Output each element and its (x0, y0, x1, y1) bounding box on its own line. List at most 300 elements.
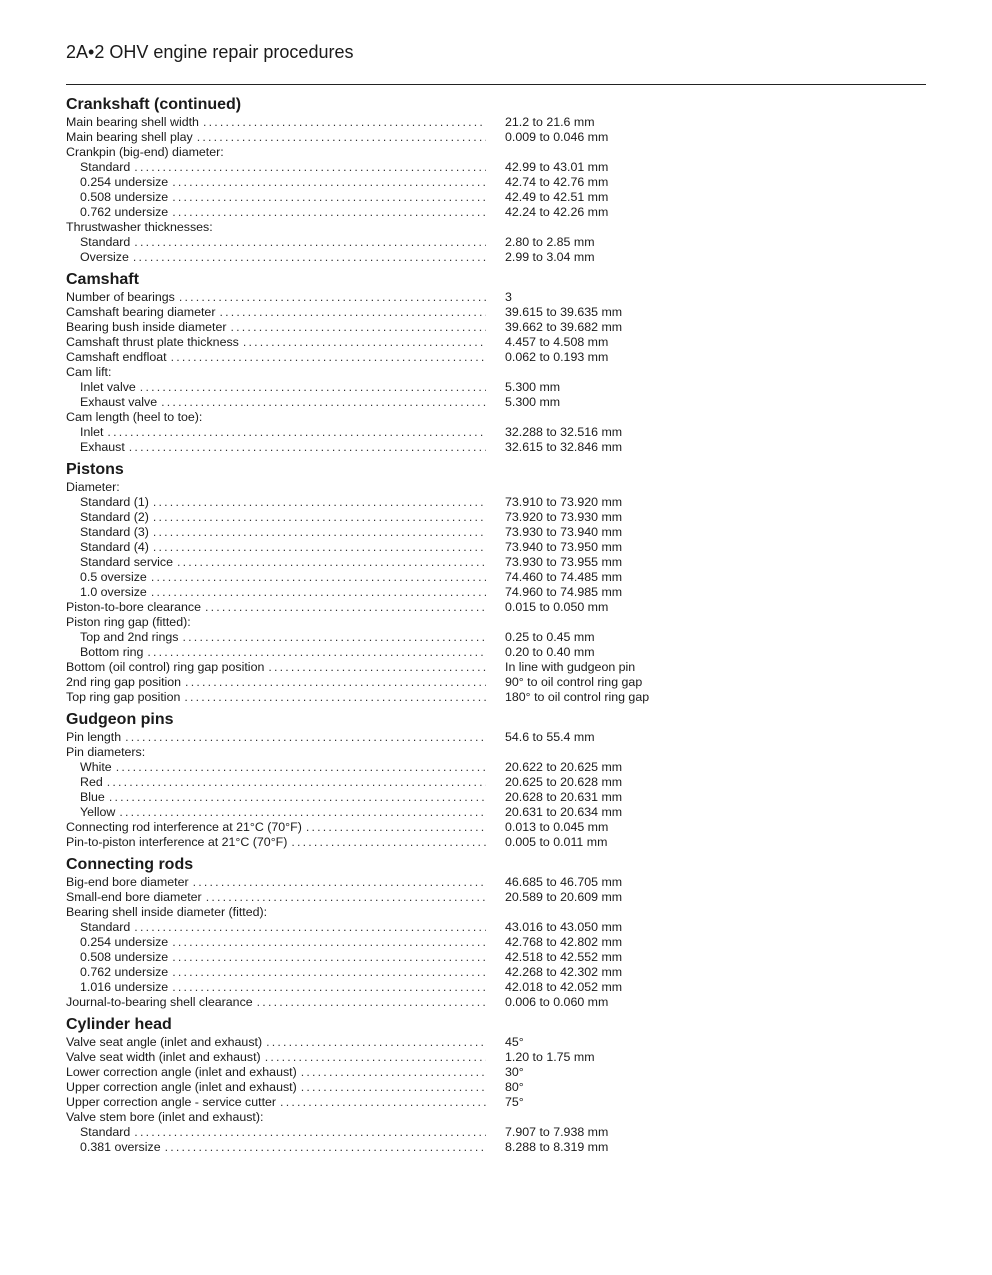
spec-row (66, 350, 686, 365)
spec-section (66, 855, 686, 1010)
spec-value: 39.662 to 39.682 mm (505, 320, 623, 334)
spec-label-cell (66, 130, 486, 145)
spec-value: 73.910 to 73.920 mm (505, 495, 623, 509)
spec-value: 75° (505, 1095, 524, 1109)
section-title: Pistons (66, 461, 124, 478)
spec-row (66, 630, 686, 645)
dot-leader (134, 235, 486, 250)
spec-value: 2.99 to 3.04 mm (505, 250, 595, 264)
spec-section (66, 270, 686, 455)
spec-label-cell (66, 175, 486, 190)
spec-label: Pin-to-piston interference at 21°C (70°F) (66, 835, 288, 849)
spec-section (66, 710, 686, 850)
spec-row (66, 1095, 686, 1110)
dot-leader (257, 995, 486, 1010)
spec-row (66, 745, 686, 760)
spec-label: Small-end bore diameter (66, 890, 202, 904)
spec-label-cell (66, 1140, 486, 1155)
spec-label-cell (66, 905, 486, 920)
spec-label: Upper correction angle - service cutter (66, 1095, 277, 1109)
spec-row (66, 645, 686, 660)
dot-leader (153, 525, 486, 540)
spec-row (66, 130, 686, 145)
spec-label: 1.0 oversize (80, 585, 147, 599)
spec-value (486, 905, 686, 920)
spec-label-cell (66, 920, 486, 935)
spec-row (66, 805, 686, 820)
dot-leader (172, 190, 486, 205)
dot-leader (179, 290, 486, 305)
spec-row (66, 890, 686, 905)
spec-value: 42.018 to 42.052 mm (505, 980, 623, 994)
spec-row (66, 1065, 686, 1080)
spec-label: Bottom (oil control) ring gap position (66, 660, 265, 674)
spec-label-cell (66, 250, 486, 265)
spec-value: 42.518 to 42.552 mm (505, 950, 623, 964)
spec-value: 73.930 to 73.955 mm (505, 555, 623, 569)
spec-label-cell (66, 890, 486, 905)
spec-row (66, 600, 686, 615)
spec-label-cell (66, 730, 486, 745)
spec-value: In line with gudgeon pin (505, 660, 636, 674)
spec-label: Bearing shell inside diameter (fitted): (66, 905, 268, 919)
spec-label-cell (66, 965, 486, 980)
spec-section (66, 95, 686, 265)
spec-row (66, 585, 686, 600)
spec-label: Cam lift: (66, 365, 112, 379)
spec-label: Standard (80, 160, 131, 174)
spec-value: 42.49 to 42.51 mm (505, 190, 609, 204)
spec-value: 0.20 to 0.40 mm (505, 645, 595, 659)
spec-value: 21.2 to 21.6 mm (505, 115, 595, 129)
spec-row (66, 1050, 686, 1065)
spec-label-cell (66, 220, 486, 235)
spec-label: Inlet valve (80, 380, 136, 394)
spec-label-cell (66, 875, 486, 890)
spec-label-cell (66, 480, 486, 495)
spec-label-cell (66, 190, 486, 205)
spec-row (66, 525, 686, 540)
dot-leader (172, 950, 486, 965)
spec-row (66, 935, 686, 950)
spec-value: 42.268 to 42.302 mm (505, 965, 623, 979)
dot-leader (125, 730, 486, 745)
spec-row (66, 660, 686, 675)
dot-leader (184, 690, 486, 705)
spec-row (66, 115, 686, 130)
dot-leader (153, 510, 486, 525)
spec-label-cell (66, 555, 486, 570)
spec-value: 90° to oil control ring gap (505, 675, 643, 689)
spec-value: 20.631 to 20.634 mm (505, 805, 623, 819)
spec-label: 2nd ring gap position (66, 675, 182, 689)
dot-leader (107, 775, 486, 790)
spec-label-cell (66, 290, 486, 305)
spec-value: 20.622 to 20.625 mm (505, 760, 623, 774)
spec-row (66, 395, 686, 410)
spec-row (66, 290, 686, 305)
dot-leader (243, 335, 486, 350)
spec-label: Exhaust (80, 440, 125, 454)
dot-leader (119, 805, 486, 820)
spec-label-cell (66, 950, 486, 965)
spec-label: Standard (80, 235, 131, 249)
spec-label-cell (66, 630, 486, 645)
spec-value: 43.016 to 43.050 mm (505, 920, 623, 934)
spec-value: 1.20 to 1.75 mm (505, 1050, 595, 1064)
spec-label-cell (66, 350, 486, 365)
spec-value: 32.615 to 32.846 mm (505, 440, 623, 454)
spec-row (66, 1140, 686, 1155)
spec-label: Lower correction angle (inlet and exhaust) (66, 1065, 297, 1079)
dot-leader (291, 835, 486, 850)
spec-label: Thrustwasher thicknesses: (66, 220, 213, 234)
dot-leader (301, 1065, 486, 1080)
spec-label-cell (66, 495, 486, 510)
dot-leader (151, 585, 486, 600)
dot-leader (219, 305, 486, 320)
dot-leader (265, 1050, 486, 1065)
spec-value: 73.930 to 73.940 mm (505, 525, 623, 539)
dot-leader (206, 890, 486, 905)
spec-row (66, 175, 686, 190)
spec-row (66, 160, 686, 175)
spec-value: 0.005 to 0.011 mm (505, 835, 608, 849)
spec-row (66, 1110, 686, 1125)
spec-label-cell (66, 1125, 486, 1140)
spec-row (66, 335, 686, 350)
spec-row (66, 950, 686, 965)
spec-label: Main bearing shell width (66, 115, 199, 129)
spec-row (66, 205, 686, 220)
spec-row (66, 555, 686, 570)
spec-row (66, 380, 686, 395)
spec-label: Top ring gap position (66, 690, 181, 704)
header-rule (66, 84, 926, 85)
spec-label-cell (66, 675, 486, 690)
spec-label-cell (66, 525, 486, 540)
spec-row (66, 675, 686, 690)
dot-leader (134, 920, 486, 935)
spec-row (66, 425, 686, 440)
spec-label-cell (66, 995, 486, 1010)
spec-label: Pin length (66, 730, 122, 744)
spec-label: Inlet (80, 425, 104, 439)
spec-value: 42.24 to 42.26 mm (505, 205, 609, 219)
spec-row (66, 570, 686, 585)
spec-label: Top and 2nd rings (80, 630, 179, 644)
spec-row (66, 305, 686, 320)
spec-row (66, 480, 686, 495)
spec-row (66, 615, 686, 630)
spec-value: 20.589 to 20.609 mm (505, 890, 623, 904)
spec-label-cell (66, 440, 486, 455)
spec-value: 30° (505, 1065, 524, 1079)
spec-value (486, 745, 686, 760)
spec-label-cell (66, 425, 486, 440)
dot-leader (203, 115, 486, 130)
spec-label-cell (66, 935, 486, 950)
spec-label-cell (66, 690, 486, 705)
spec-label: Main bearing shell play (66, 130, 193, 144)
spec-label: Standard (80, 920, 131, 934)
spec-label-cell (66, 235, 486, 250)
spec-label: Crankpin (big-end) diameter: (66, 145, 224, 159)
spec-row (66, 875, 686, 890)
spec-row (66, 440, 686, 455)
spec-value: 8.288 to 8.319 mm (505, 1140, 609, 1154)
dot-leader (172, 965, 486, 980)
spec-label-cell (66, 335, 486, 350)
spec-row (66, 365, 686, 380)
spec-row (66, 835, 686, 850)
section-title: Gudgeon pins (66, 711, 174, 728)
spec-value: 0.015 to 0.050 mm (505, 600, 609, 614)
dot-leader (183, 630, 486, 645)
spec-label: Connecting rod interference at 21°C (70°F) (66, 820, 302, 834)
spec-value: 74.960 to 74.985 mm (505, 585, 623, 599)
spec-label: 0.508 undersize (80, 950, 169, 964)
spec-label: Yellow (80, 805, 116, 819)
spec-label-cell (66, 805, 486, 820)
spec-content (66, 95, 686, 1155)
spec-row (66, 1035, 686, 1050)
spec-label-cell (66, 1080, 486, 1095)
spec-label: Number of bearings (66, 290, 175, 304)
spec-row (66, 690, 686, 705)
spec-row (66, 790, 686, 805)
spec-label: Camshaft bearing diameter (66, 305, 216, 319)
spec-label-cell (66, 1050, 486, 1065)
dot-leader (280, 1095, 486, 1110)
spec-label-cell (66, 1035, 486, 1050)
dot-leader (151, 570, 486, 585)
spec-value: 42.74 to 42.76 mm (505, 175, 609, 189)
spec-label-cell (66, 410, 486, 425)
dot-leader (109, 790, 486, 805)
spec-label-cell (66, 1095, 486, 1110)
spec-value: 73.940 to 73.950 mm (505, 540, 623, 554)
spec-row (66, 760, 686, 775)
spec-value (486, 1110, 686, 1125)
dot-leader (231, 320, 487, 335)
spec-value (486, 615, 686, 630)
spec-label: Camshaft endfloat (66, 350, 167, 364)
spec-row (66, 1125, 686, 1140)
spec-value: 0.013 to 0.045 mm (505, 820, 609, 834)
spec-label: Valve seat width (inlet and exhaust) (66, 1050, 261, 1064)
dot-leader (177, 555, 486, 570)
spec-label-cell (66, 980, 486, 995)
dot-leader (129, 440, 486, 455)
section-title: Crankshaft (continued) (66, 96, 242, 113)
spec-label-cell (66, 760, 486, 775)
spec-label: Upper correction angle (inlet and exhaust) (66, 1080, 297, 1094)
spec-label-cell (66, 645, 486, 660)
spec-row (66, 730, 686, 745)
spec-label: Standard (3) (80, 525, 149, 539)
spec-label: Standard (1) (80, 495, 149, 509)
spec-label: Pin diameters: (66, 745, 146, 759)
spec-value: 4.457 to 4.508 mm (505, 335, 609, 349)
spec-row (66, 220, 686, 235)
spec-label-cell (66, 615, 486, 630)
spec-label-cell (66, 745, 486, 760)
spec-label: Cam length (heel to toe): (66, 410, 203, 424)
spec-label: 0.762 undersize (80, 965, 169, 979)
spec-value: 2.80 to 2.85 mm (505, 235, 595, 249)
spec-value: 180° to oil control ring gap (505, 690, 650, 704)
dot-leader (133, 250, 486, 265)
spec-label-cell (66, 115, 486, 130)
spec-label: Diameter: (66, 480, 120, 494)
dot-leader (205, 600, 486, 615)
dot-leader (197, 130, 486, 145)
spec-label: Bearing bush inside diameter (66, 320, 227, 334)
dot-leader (172, 205, 486, 220)
spec-label: 1.016 undersize (80, 980, 169, 994)
dot-leader (268, 660, 486, 675)
spec-label-cell (66, 380, 486, 395)
spec-label: Standard service (80, 555, 173, 569)
spec-label-cell (66, 145, 486, 160)
spec-value: 32.288 to 32.516 mm (505, 425, 623, 439)
dot-leader (140, 380, 486, 395)
spec-value: 3 (505, 290, 512, 304)
spec-value: 45° (505, 1035, 524, 1049)
spec-row (66, 820, 686, 835)
spec-label-cell (66, 775, 486, 790)
spec-row (66, 995, 686, 1010)
spec-label-cell (66, 820, 486, 835)
spec-label: Journal-to-bearing shell clearance (66, 995, 253, 1009)
spec-label-cell (66, 835, 486, 850)
spec-label-cell (66, 1065, 486, 1080)
spec-label-cell (66, 1110, 486, 1125)
spec-label-cell (66, 660, 486, 675)
spec-label: 0.508 undersize (80, 190, 169, 204)
dot-leader (153, 495, 486, 510)
spec-label-cell (66, 365, 486, 380)
spec-value: 39.615 to 39.635 mm (505, 305, 623, 319)
spec-label: Exhaust valve (80, 395, 158, 409)
spec-row (66, 965, 686, 980)
spec-row (66, 320, 686, 335)
dot-leader (107, 425, 486, 440)
spec-label: Standard (80, 1125, 131, 1139)
spec-label: Piston-to-bore clearance (66, 600, 201, 614)
spec-label: 0.254 undersize (80, 175, 169, 189)
spec-value: 20.625 to 20.628 mm (505, 775, 623, 789)
page-header: 2A•2 OHV engine repair procedures (66, 42, 354, 62)
spec-row (66, 775, 686, 790)
spec-value: 5.300 mm (505, 395, 561, 409)
spec-label: 0.762 undersize (80, 205, 169, 219)
spec-value: 0.009 to 0.046 mm (505, 130, 609, 144)
spec-row (66, 905, 686, 920)
spec-label-cell (66, 585, 486, 600)
spec-label: Red (80, 775, 103, 789)
spec-label-cell (66, 600, 486, 615)
spec-row (66, 235, 686, 250)
dot-leader (147, 645, 486, 660)
spec-label: Oversize (80, 250, 129, 264)
spec-value: 0.006 to 0.060 mm (505, 995, 609, 1009)
dot-leader (161, 395, 486, 410)
dot-leader (172, 980, 486, 995)
dot-leader (134, 160, 486, 175)
spec-label-cell (66, 570, 486, 585)
spec-label: Valve seat angle (inlet and exhaust) (66, 1035, 263, 1049)
dot-leader (193, 875, 486, 890)
spec-value (486, 410, 686, 425)
spec-value: 73.920 to 73.930 mm (505, 510, 623, 524)
spec-value: 80° (505, 1080, 524, 1094)
dot-leader (116, 760, 486, 775)
spec-value: 74.460 to 74.485 mm (505, 570, 623, 584)
spec-row (66, 495, 686, 510)
dot-leader (171, 350, 486, 365)
spec-value: 20.628 to 20.631 mm (505, 790, 623, 804)
spec-row (66, 190, 686, 205)
spec-row (66, 920, 686, 935)
spec-label: 0.5 oversize (80, 570, 147, 584)
spec-label: Big-end bore diameter (66, 875, 189, 889)
spec-row (66, 1080, 686, 1095)
spec-label: Standard (4) (80, 540, 149, 554)
dot-leader (301, 1080, 486, 1095)
dot-leader (172, 935, 486, 950)
section-title: Camshaft (66, 271, 139, 288)
spec-row (66, 510, 686, 525)
spec-label-cell (66, 320, 486, 335)
spec-value: 7.907 to 7.938 mm (505, 1125, 609, 1139)
section-title: Cylinder head (66, 1016, 172, 1033)
spec-value: 42.768 to 42.802 mm (505, 935, 623, 949)
dot-leader (266, 1035, 486, 1050)
spec-label: Camshaft thrust plate thickness (66, 335, 239, 349)
spec-label-cell (66, 160, 486, 175)
dot-leader (185, 675, 486, 690)
section-title: Connecting rods (66, 856, 194, 873)
spec-label-cell (66, 395, 486, 410)
spec-value: 0.062 to 0.193 mm (505, 350, 609, 364)
spec-value (486, 480, 686, 495)
dot-leader (153, 540, 486, 555)
spec-value (486, 145, 686, 160)
spec-label-cell (66, 540, 486, 555)
spec-row (66, 145, 686, 160)
spec-row (66, 410, 686, 425)
spec-row (66, 980, 686, 995)
dot-leader (172, 175, 486, 190)
spec-section (66, 460, 686, 705)
spec-label-cell (66, 205, 486, 220)
spec-row (66, 540, 686, 555)
spec-value: 54.6 to 55.4 mm (505, 730, 595, 744)
dot-leader (134, 1125, 486, 1140)
spec-label: 0.254 undersize (80, 935, 169, 949)
spec-label: White (80, 760, 112, 774)
spec-label: 0.381 oversize (80, 1140, 161, 1154)
spec-label: Bottom ring (80, 645, 144, 659)
spec-label-cell (66, 305, 486, 320)
spec-label: Piston ring gap (fitted): (66, 615, 191, 629)
spec-label: Standard (2) (80, 510, 149, 524)
spec-value: 5.300 mm (505, 380, 561, 394)
spec-value (486, 365, 686, 380)
spec-label: Valve stem bore (inlet and exhaust): (66, 1110, 264, 1124)
